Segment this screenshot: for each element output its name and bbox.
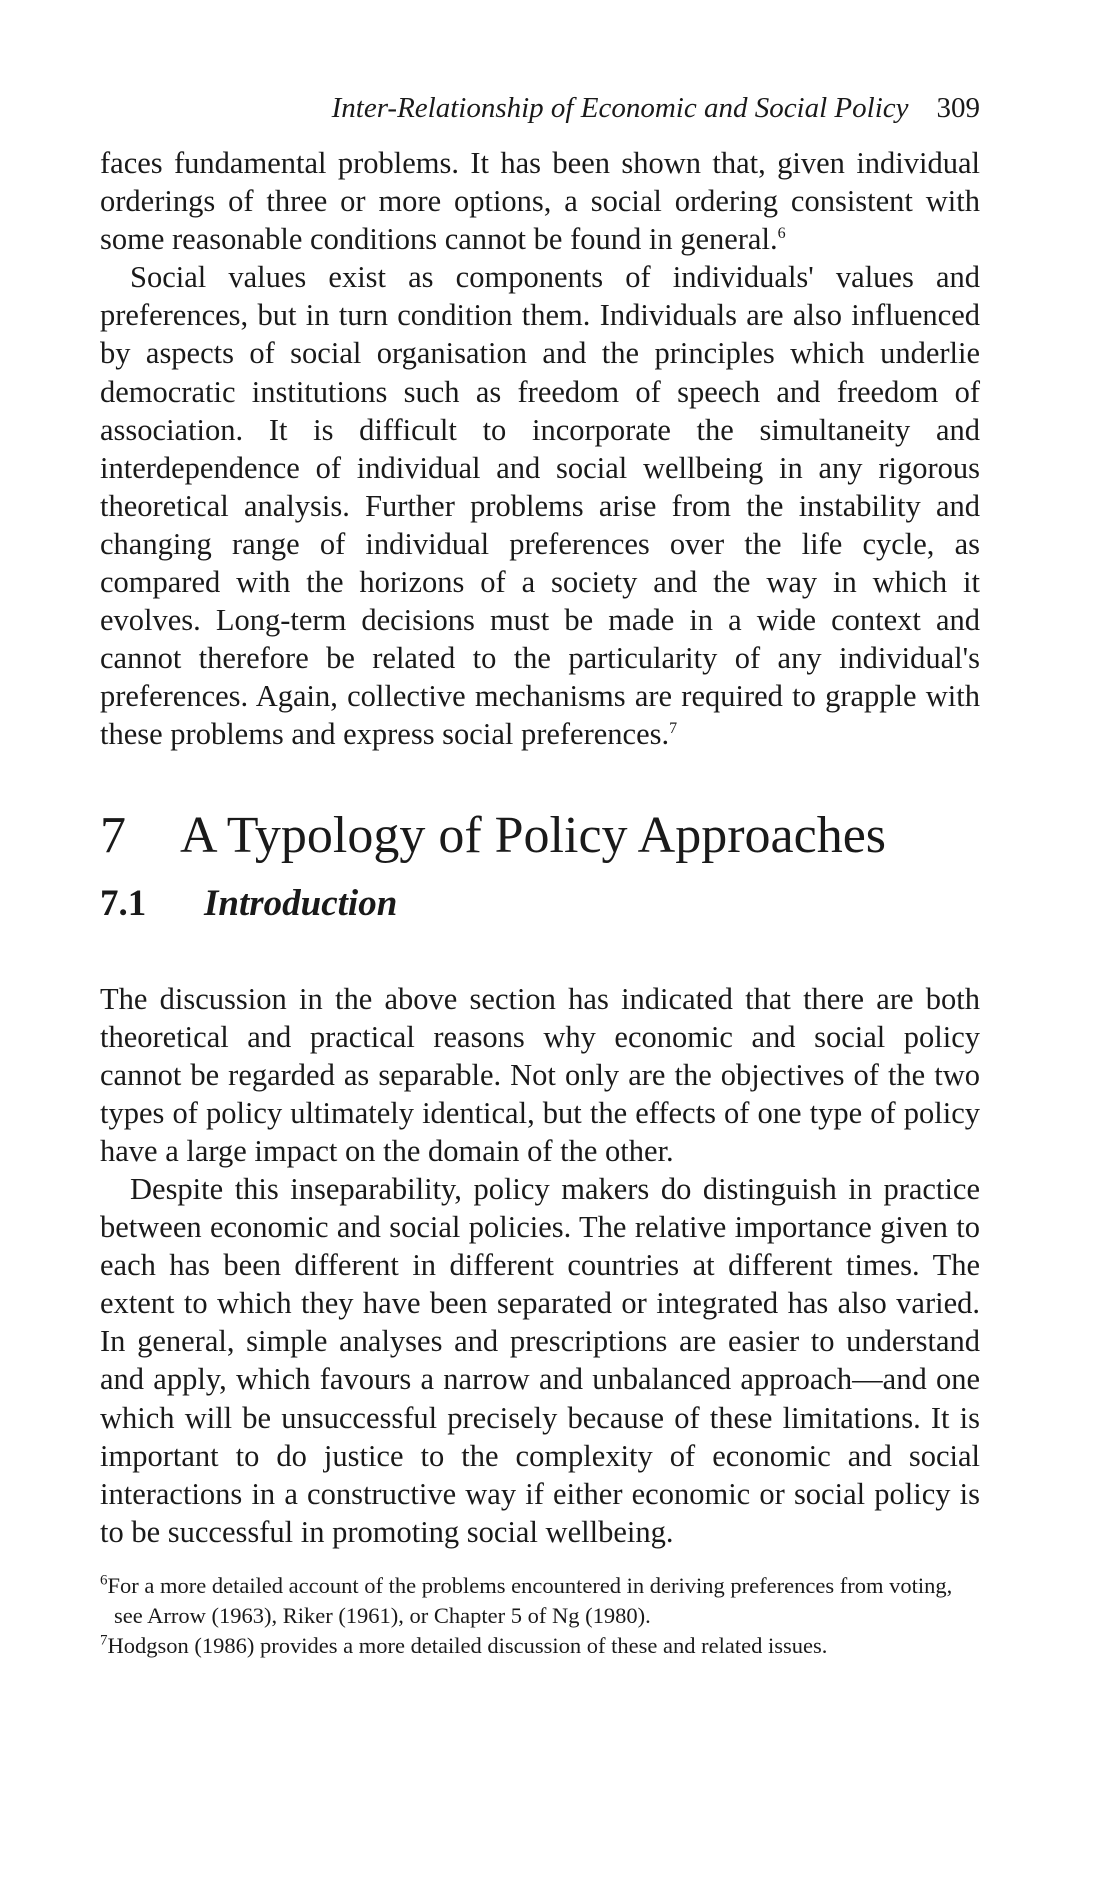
paragraph-text: faces fundamental problems. It has been shown that, given individual orderings of three or more options, a social ordering consistent with some reasonable conditions cannot be found in general. [100,146,980,257]
footnote-ref: 6 [777,225,786,243]
footnote-ref: 7 [669,720,678,738]
footnote-marker: 6 [100,1572,108,1589]
paragraph-text: Social values exist as components of individuals' values and preferences, but in turn condition them. Individuals are also influenced by aspects of social organisation and the principles which underlie democratic institutions such as freedom of speech and freedom of association. It is difficult to incorporate the simultaneity and interdependence of individual and social wellbeing in any rigorous theoretical analysis. Further problems arise from the instability and changing range of individual preferences over the life cycle, as compared with the horizons of a society and the way in which it evolves. Long-term decisions must be made in a wide context and cannot therefore be related to the particularity of any individual's preferences. Again, collective mechanisms are required to grapple with these problems and express social preferences. [100,260,980,752]
footnote-marker: 7 [100,1632,108,1649]
footnote-text: For a more detailed account of the problems encountered in deriving preferences from voting, see Arrow (1963), Riker (1961), or Chapter 5 of Ng (1980). [107,1572,953,1628]
book-page [100,92,980,1661]
running-head [100,92,980,136]
footnote-text: Hodgson (1986) provides a more detailed discussion of these and related issues. [107,1632,828,1658]
subsection-title: Introduction [204,882,398,924]
page-number: 309 [936,92,980,124]
section-title: A Typology of Policy Approaches [180,806,887,864]
heading-spacer [100,928,980,980]
footnotes [100,1571,980,1661]
section-heading [100,806,980,866]
footnote-7 [100,1631,980,1661]
section-number: 7 [100,806,126,864]
paragraph-social-values [100,258,980,753]
paragraph-continued [100,144,980,258]
subsection-heading [100,880,980,928]
paragraph-inseparability: Despite this inseparability, policy makers do distinguish in practice between economic and social policies. The relative importance given to each has been different in different countries at different times. The extent to which they have been separated or integrated has also varied. In general, simple analyses and prescriptions are easier to understand and apply, which favours a narrow and unbalanced approach—and one which will be unsuccessful precisely because of these limitations. It is important to do justice to the complexity of economic and social interactions in a constructive way if either economic or social policy is to be successful in promoting social wellbeing. [100,1171,980,1549]
footnote-6 [100,1571,980,1631]
running-head-title: Inter-Relationship of Economic and Social Policy [331,92,909,124]
subsection-number: 7.1 [100,882,147,924]
paragraph-discussion: The discussion in the above section has indicated that there are both theoretical and practical reasons why economic and social policy cannot be regarded as separable. Not only are the objectives of the two types of policy ultimately identical, but the effects of one type of policy have a large impact on the domain of the other. [100,981,980,1168]
